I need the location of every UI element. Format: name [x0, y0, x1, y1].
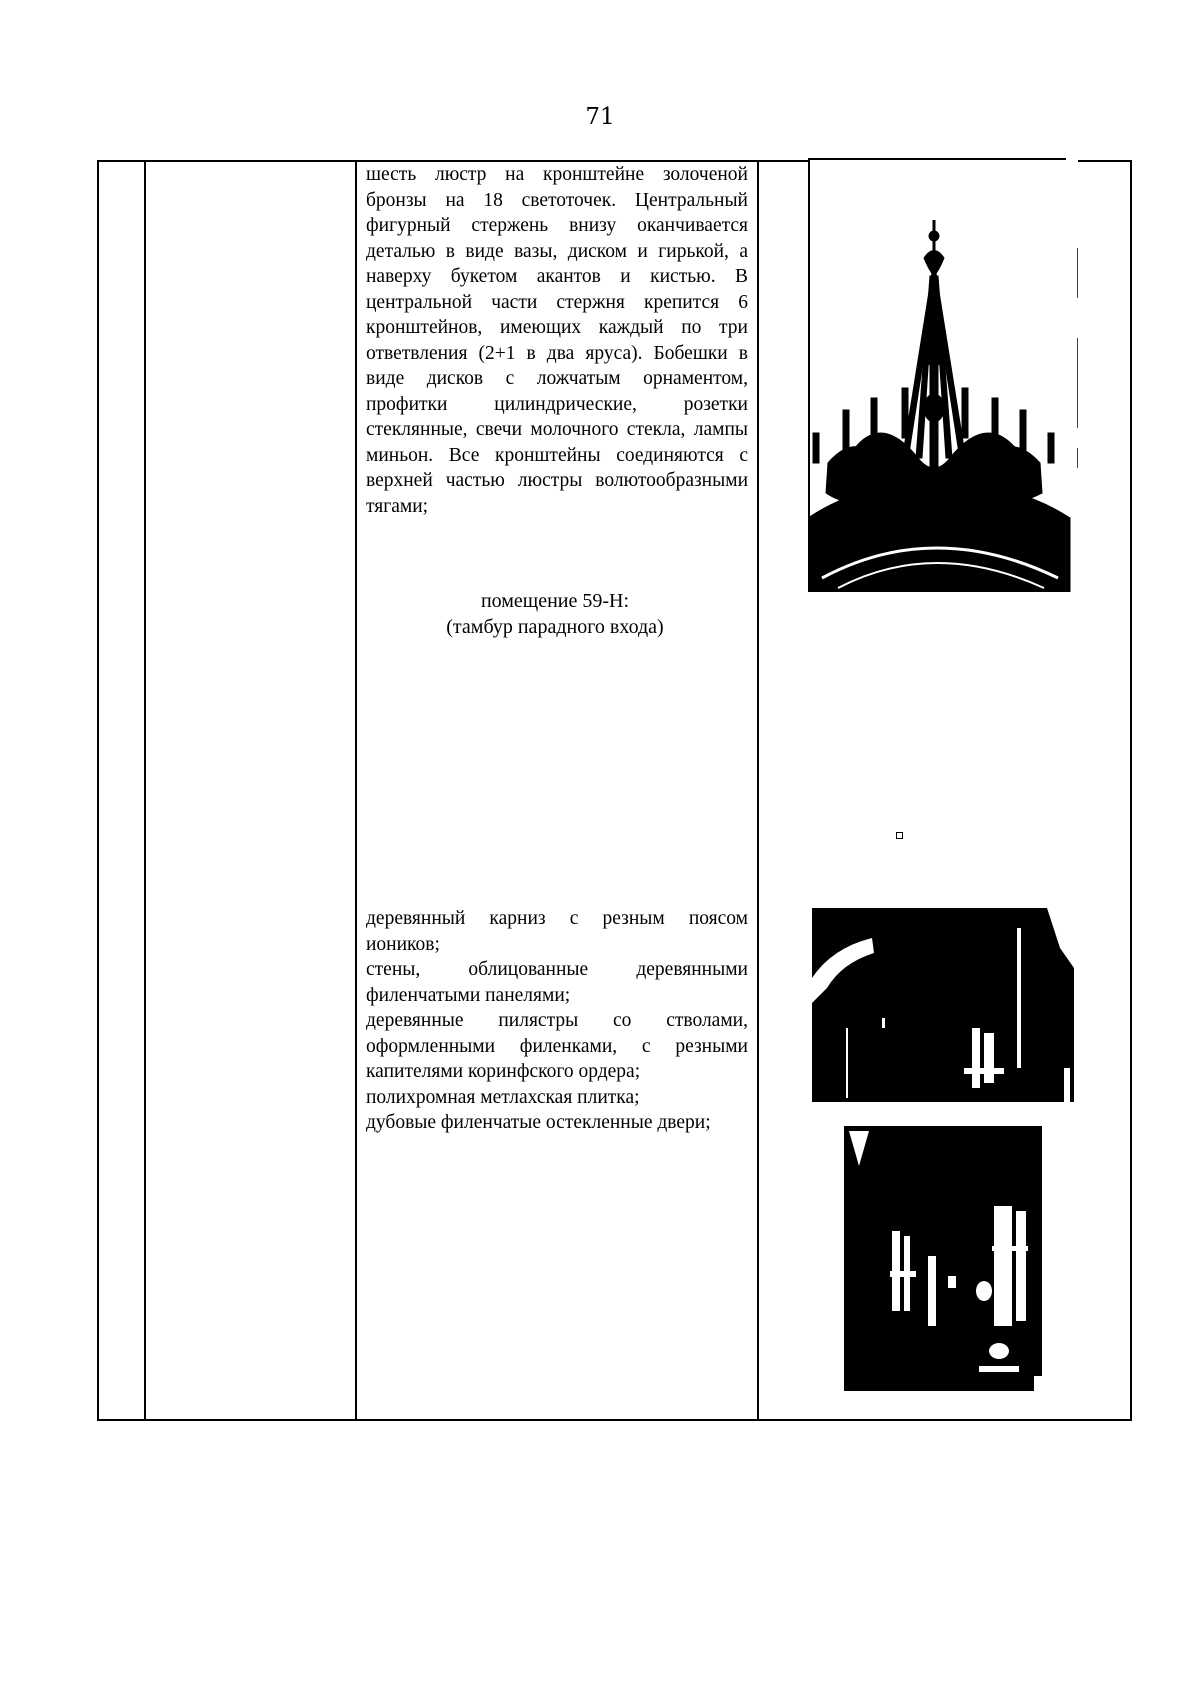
column-divider-3: [757, 162, 759, 1419]
features-list: [366, 906, 748, 1136]
chandelier-description: шесть люстр на кронштейне золоченой бронзы на 18 светоточек. Центральный фигурный стержень внизу оканчивается деталью в виде вазы, диском и гирькой, а наверху букетом акантов и кистью. В центральной части стержня крепится 6 кронштейнов, имеющих каждый по три ответвления (2+1 в два яруса). Бобешки в виде дисков с ложчатым орнаментом, профитки цилиндрические, розетки стеклянные, свечи молочного стекла, лампы миньон. Все кронштейны соединяются с верхней частью люстры волютообразными тягами;: [366, 164, 748, 517]
page-number: 71: [585, 104, 615, 130]
feature-cornice: деревянный карниз с резным поясом иоников;: [366, 908, 748, 955]
room-name: помещение 59-Н:: [480, 590, 630, 612]
feature-pilasters: деревянные пилястры со стволами, оформленными филенками, с резными капителями коринфского ордера;: [366, 1010, 748, 1082]
room-heading: [355, 588, 755, 640]
column-divider-1: [144, 162, 146, 1419]
cornice-photo: [812, 908, 1074, 1102]
scan-artifact-mark: [896, 832, 903, 839]
vestibule-photo: [844, 1126, 1042, 1391]
feature-walls: стены, облицованные деревянными филенчатыми панелями;: [366, 959, 748, 1006]
room-subtitle: (тамбур парадного входа): [446, 616, 664, 638]
feature-tiles: полихромная метлахская плитка;: [366, 1086, 640, 1108]
feature-doors: дубовые филенчатые остекленные двери;: [366, 1112, 711, 1133]
column-divider-2: [355, 162, 357, 1419]
chandelier-photo: [808, 158, 1078, 592]
